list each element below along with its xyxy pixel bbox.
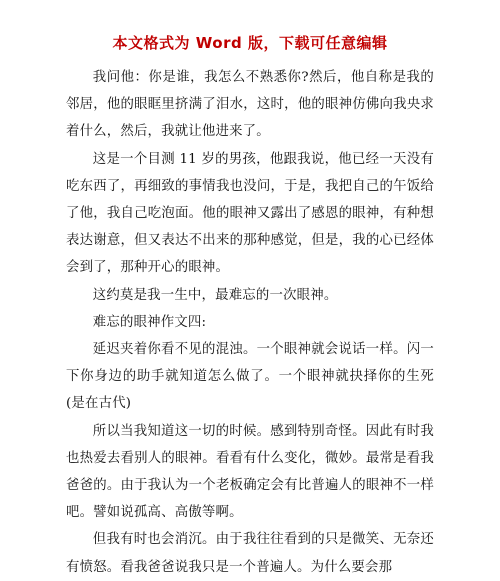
paragraph: 这约莫是我一生中，最难忘的一次眼神。 [92, 287, 338, 303]
paragraph: 难忘的眼神作文四: [92, 314, 207, 330]
document-body [66, 64, 434, 581]
paragraph: 但我有时也会消沉。由于我往往看到的只是微笑、无奈还有愤怒。看我爸爸说我只是一个普遍人。为什么要会那 [66, 532, 434, 575]
paragraph: 这是一个目测 11 岁的男孩，他跟我说，他已经一天没有吃东西了，再细致的事情我也没问，于是，我把自己的午饭给了他，我自己吃泡面。他的眼神又露出了感恩的眼神，有种想表达谢意，但又表达不出来的那种感觉，但是，我的心已经体会到了，那种开心的眼神。 [66, 151, 434, 276]
paragraph: 延迟夹着你看不见的混浊。一个眼神就会说话一样。闪一下你身边的助手就知道怎么做了。一个眼神就抉择你的生死(是在古代) [66, 342, 434, 412]
paragraph: 我问他：你是谁，我怎么不熟悉你?然后，他自称是我的邻居，他的眼眶里挤满了泪水，这时，他的眼神仿佛向我央求着什么，然后，我就让他进来了。 [66, 70, 434, 140]
document-banner: 本文格式为 Word 版，下载可任意编辑 [112, 34, 388, 52]
paragraph: 所以当我知道这一切的时候。感到特别奇怪。因此有时我也热爱去看别人的眼神。看看有什么变化，微妙。最常是看我爸爸的。由于我认为一个老板确定会有比普遍人的眼神不一样吧。譬如说孤高、高傲等啊。 [66, 423, 434, 521]
